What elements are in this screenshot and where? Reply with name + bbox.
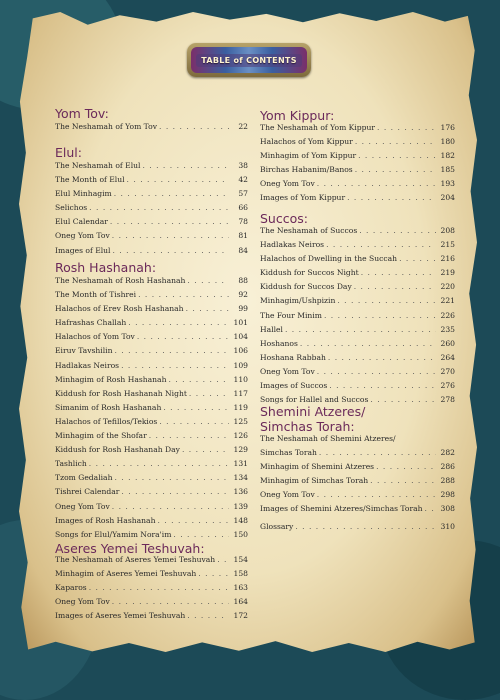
toc-entry[interactable] xyxy=(55,346,248,360)
toc-entry[interactable] xyxy=(55,122,248,136)
dot-leader xyxy=(317,490,436,499)
toc-entry-page: 81 xyxy=(238,231,248,241)
toc-entry[interactable] xyxy=(55,304,248,318)
dot-leader xyxy=(182,445,229,454)
dot-leader xyxy=(370,476,436,485)
dot-leader xyxy=(187,276,229,285)
toc-entry-page: 119 xyxy=(233,402,248,412)
toc-entry-title: Kiddush for Rosh Hashanah Night xyxy=(55,388,187,398)
toc-entry-page: 163 xyxy=(233,583,248,593)
toc-entry[interactable] xyxy=(55,445,248,459)
toc-entry-page: 78 xyxy=(238,217,248,227)
toc-entry-page: 286 xyxy=(440,462,455,472)
dot-leader xyxy=(355,165,436,174)
toc-entry[interactable] xyxy=(55,516,248,530)
toc-entry-page: 136 xyxy=(233,487,248,497)
toc-entry[interactable] xyxy=(260,367,455,381)
dot-leader xyxy=(355,137,436,146)
dot-leader xyxy=(319,448,436,457)
toc-entry[interactable] xyxy=(260,226,455,240)
banner-title: TABLE of CONTENTS xyxy=(196,54,302,67)
toc-entry-page: 154 xyxy=(233,555,248,564)
dot-leader xyxy=(112,246,229,255)
toc-entry-page: 282 xyxy=(440,448,455,458)
dot-leader xyxy=(198,569,229,578)
toc-entry-page: 278 xyxy=(440,395,455,405)
toc-entry[interactable] xyxy=(55,403,248,417)
toc-entry-title: Halachos of Tefillos/Tekios xyxy=(55,416,158,426)
section-title-shemini-atzeres: Shemini Atzeres/ xyxy=(260,404,366,419)
toc-entry-page: 88 xyxy=(238,276,248,285)
toc-entry[interactable] xyxy=(55,473,248,487)
toc-entry[interactable] xyxy=(260,268,455,282)
toc-entry-title: Hoshana Rabbah xyxy=(260,352,326,362)
dot-leader xyxy=(89,583,229,592)
dot-leader xyxy=(399,254,436,263)
toc-entry-page: 221 xyxy=(440,296,455,306)
toc-entry-title: The Neshamah of Yom Kippur xyxy=(260,123,376,132)
toc-entry-title: Images of Yom Kippur xyxy=(260,193,346,203)
toc-entry-title: Glossary xyxy=(260,522,294,531)
toc-entry[interactable] xyxy=(55,203,248,217)
toc-entry-page: 117 xyxy=(233,388,248,398)
toc-entry[interactable] xyxy=(55,276,248,290)
toc-entry[interactable] xyxy=(55,569,248,583)
toc-entry-title: Kiddush for Succos Day xyxy=(260,282,352,292)
toc-entry-title: The Month of Tishrei xyxy=(55,290,137,300)
toc-entry[interactable] xyxy=(260,381,455,395)
dot-leader xyxy=(186,304,229,313)
dot-leader xyxy=(217,555,229,564)
toc-entry-title: The Neshamah of Rosh Hashanah xyxy=(55,276,186,285)
toc-entry[interactable] xyxy=(55,175,248,189)
dot-leader xyxy=(328,353,436,362)
toc-entry[interactable] xyxy=(260,151,455,165)
toc-entry-page: 270 xyxy=(440,366,455,376)
dot-leader xyxy=(285,325,436,334)
toc-entry-page: 185 xyxy=(440,165,455,175)
toc-entry-page: 126 xyxy=(233,431,248,441)
toc-entry-title: Halachos of Yom Tov xyxy=(55,332,135,342)
toc-entry[interactable] xyxy=(260,282,455,296)
toc-entry-title: Minhagim of Rosh Hashanah xyxy=(55,374,167,384)
toc-entry-page: 131 xyxy=(233,459,248,469)
toc-entry[interactable] xyxy=(55,217,248,231)
dot-leader xyxy=(110,217,229,226)
toc-entry-title: Elul Calendar xyxy=(55,217,108,227)
toc-entry[interactable] xyxy=(260,240,455,254)
toc-entry-page: 216 xyxy=(440,254,455,264)
toc-entry-title: Kaparos xyxy=(55,583,87,593)
toc-entry-title: Minhagim of the Shofar xyxy=(55,431,147,441)
toc-entry[interactable] xyxy=(55,246,248,260)
toc-entry-title: Images of Elul xyxy=(55,245,111,255)
toc-entry-title: Minhagim of Yom Kippur xyxy=(260,151,357,161)
toc-entry-page: 298 xyxy=(440,490,455,500)
toc-entry-page: 84 xyxy=(238,245,248,255)
toc-entry-page: 129 xyxy=(233,445,248,455)
dot-leader xyxy=(142,161,229,170)
toc-entry-title: The Four Minim xyxy=(260,310,322,320)
toc-entry[interactable] xyxy=(55,502,248,516)
section-entries-yom-tov xyxy=(55,122,248,136)
toc-entry[interactable] xyxy=(55,611,248,625)
toc-entry-page: 66 xyxy=(238,203,248,213)
toc-entry[interactable] xyxy=(260,448,455,462)
toc-entry-page: 150 xyxy=(233,529,248,539)
toc-entry-page: 134 xyxy=(233,473,248,483)
dot-leader xyxy=(295,522,436,531)
dot-leader xyxy=(89,459,229,468)
toc-entry[interactable] xyxy=(260,339,455,353)
toc-entry[interactable] xyxy=(260,490,455,504)
toc-entry-title: Halachos of Erev Rosh Hashanah xyxy=(55,304,184,314)
toc-entry-page: 220 xyxy=(440,282,455,292)
toc-entry-title: Images of Rosh Hashanah xyxy=(55,515,156,525)
toc-entry-title: Oneg Yom Tov xyxy=(260,490,315,500)
toc-entry[interactable] xyxy=(55,332,248,346)
toc-entry[interactable] xyxy=(55,555,248,569)
toc-entry-title: Hadlakas Neiros xyxy=(55,360,120,370)
toc-entry[interactable] xyxy=(260,353,455,367)
toc-entry-page: 158 xyxy=(233,569,248,579)
dot-leader xyxy=(359,226,436,235)
section-title-yom-tov: Yom Tov: xyxy=(55,106,109,121)
dot-leader xyxy=(361,268,436,277)
toc-entry-page: 215 xyxy=(440,240,455,250)
dot-leader xyxy=(112,502,229,511)
toc-entry[interactable] xyxy=(260,137,455,151)
toc-entry-title: Eiruv Tavshilin xyxy=(55,346,113,356)
toc-entry-title: Minhagim of Shemini Atzeres xyxy=(260,462,375,472)
toc-entry-title: Oneg Yom Tov xyxy=(260,179,315,189)
toc-entry-page: 276 xyxy=(440,381,455,391)
section-title-aseres-yemei-teshuvah: Aseres Yemei Teshuvah: xyxy=(55,541,205,556)
toc-entry-title: Hoshanos xyxy=(260,338,298,348)
toc-entry[interactable] xyxy=(260,434,455,448)
toc-entry-page: 193 xyxy=(440,179,455,189)
toc-entry-title: Images of Succos xyxy=(260,381,328,391)
dot-leader xyxy=(159,122,229,131)
toc-entry-page: 104 xyxy=(233,332,248,342)
toc-entry-page: 310 xyxy=(440,522,455,531)
toc-entry[interactable] xyxy=(260,193,455,207)
toc-entry-title: Oneg Yom Tov xyxy=(260,366,315,376)
toc-entry-title: Oneg Yom Tov xyxy=(55,597,110,607)
toc-entry-page: 235 xyxy=(440,324,455,334)
section-title-rosh-hashanah: Rosh Hashanah: xyxy=(55,260,157,275)
dot-leader xyxy=(425,504,436,513)
toc-entry[interactable] xyxy=(260,522,455,536)
section-entries-elul xyxy=(55,161,248,260)
dot-leader xyxy=(354,282,436,291)
dot-leader xyxy=(300,339,436,348)
toc-entry-title: Hadlakas Neiros xyxy=(260,240,325,250)
dot-leader xyxy=(89,203,229,212)
toc-entry[interactable] xyxy=(55,459,248,473)
toc-entry-title: Oneg Yom Tov xyxy=(55,501,110,511)
toc-entry-page: 57 xyxy=(238,189,248,199)
toc-entry[interactable] xyxy=(260,325,455,339)
toc-entry-page: 226 xyxy=(440,310,455,320)
dot-leader xyxy=(168,375,229,384)
toc-entry-page: 260 xyxy=(440,338,455,348)
toc-entry[interactable] xyxy=(55,375,248,389)
toc-entry[interactable] xyxy=(260,254,455,268)
toc-entry[interactable] xyxy=(55,583,248,597)
toc-entry-page: 182 xyxy=(440,151,455,161)
dot-leader xyxy=(114,346,229,355)
dot-leader xyxy=(127,175,229,184)
toc-entry-title: Songs for Elul/Yamim Nora'im xyxy=(55,529,172,539)
toc-entry-page: 308 xyxy=(440,504,455,514)
toc-entry-page: 288 xyxy=(440,476,455,486)
toc-entry-page: 208 xyxy=(440,226,455,235)
toc-entry-title: Images of Aseres Yemei Teshuvah xyxy=(55,611,186,621)
toc-entry-title: Simchas Torah xyxy=(260,448,317,458)
dot-leader xyxy=(157,516,229,525)
dot-leader xyxy=(329,381,436,390)
toc-entry-title: Minhagim of Aseres Yemei Teshuvah xyxy=(55,569,197,579)
toc-entry[interactable] xyxy=(260,462,455,476)
toc-entry-title: Songs for Hallel and Succos xyxy=(260,395,369,405)
toc-entry[interactable] xyxy=(260,123,455,137)
toc-entry-title: Simanim of Rosh Hashanah xyxy=(55,402,162,412)
toc-entry[interactable] xyxy=(55,231,248,245)
toc-entry-page: 219 xyxy=(440,268,455,278)
toc-entry[interactable] xyxy=(55,389,248,403)
dot-leader xyxy=(376,462,436,471)
dot-leader xyxy=(370,395,436,404)
toc-entry[interactable] xyxy=(55,189,248,203)
toc-entry-title: Hafrashas Challah xyxy=(55,318,127,328)
toc-entry[interactable] xyxy=(55,290,248,304)
toc-entry-page: 148 xyxy=(233,515,248,525)
toc-entry-title: Tishrei Calendar xyxy=(55,487,120,497)
dot-leader xyxy=(377,123,436,132)
toc-entry-page: 38 xyxy=(238,161,248,170)
toc-entry-title: The Neshamah of Elul xyxy=(55,161,141,170)
toc-entry-title: Images of Shemini Atzeres/Simchas Torah xyxy=(260,504,423,514)
toc-entry[interactable] xyxy=(55,318,248,332)
toc-entry-title: Halachos of Yom Kippur xyxy=(260,137,353,147)
section-entries-shemini-atzeres xyxy=(260,434,455,519)
dot-leader xyxy=(159,417,229,426)
toc-entry-page: 176 xyxy=(440,123,455,132)
toc-entry-page: 204 xyxy=(440,193,455,203)
toc-entry-title: Minhagim of Simchas Torah xyxy=(260,476,369,486)
dot-leader xyxy=(112,231,229,240)
toc-entry[interactable] xyxy=(55,417,248,431)
toc-entry-page: 92 xyxy=(238,290,248,300)
dot-leader xyxy=(138,290,229,299)
toc-entry-title: Selichos xyxy=(55,203,88,213)
dot-leader xyxy=(173,530,229,539)
dot-leader xyxy=(187,611,229,620)
toc-entry-title: Kiddush for Succos Night xyxy=(260,268,359,278)
toc-entry-title: Tashlich xyxy=(55,459,87,469)
toc-entry[interactable] xyxy=(260,476,455,490)
toc-entry-page: 22 xyxy=(238,122,248,131)
toc-entry[interactable] xyxy=(260,504,455,518)
dot-leader xyxy=(128,318,229,327)
toc-entry-title: Oneg Yom Tov xyxy=(55,231,110,241)
toc-entry-title: The Neshamah of Shemini Atzeres/ xyxy=(260,434,396,443)
section-title-yom-kippur: Yom Kippur: xyxy=(260,108,335,123)
section-title-simchas-torah: Simchas Torah: xyxy=(260,419,355,434)
toc-entry[interactable] xyxy=(260,296,455,310)
toc-entry-page: 106 xyxy=(233,346,248,356)
toc-entry[interactable] xyxy=(55,431,248,445)
dot-leader xyxy=(326,240,436,249)
toc-entry-title: Elul Minhagim xyxy=(55,189,112,199)
toc-entry-title: The Neshamah of Aseres Yemei Teshuvah xyxy=(55,555,216,564)
dot-leader xyxy=(114,473,229,482)
dot-leader xyxy=(324,311,436,320)
dot-leader xyxy=(149,431,229,440)
toc-entry-title: The Neshamah of Yom Tov xyxy=(55,122,158,131)
toc-entry[interactable] xyxy=(55,161,248,175)
toc-entry-title: Hallel xyxy=(260,324,283,334)
toc-entry[interactable] xyxy=(260,311,455,325)
toc-entry-page: 180 xyxy=(440,137,455,147)
dot-leader xyxy=(114,189,229,198)
toc-entry-page: 110 xyxy=(233,374,248,384)
toc-entry[interactable] xyxy=(55,597,248,611)
dot-leader xyxy=(189,389,229,398)
dot-leader xyxy=(337,296,436,305)
toc-entry-page: 109 xyxy=(233,360,248,370)
dot-leader xyxy=(347,193,436,202)
section-title-elul: Elul: xyxy=(55,145,82,160)
toc-entry-page: 139 xyxy=(233,501,248,511)
toc-entry[interactable] xyxy=(55,487,248,501)
toc-entry-page: 99 xyxy=(238,304,248,314)
dot-leader xyxy=(137,332,229,341)
toc-entry-title: Halachos of Dwelling in the Succah xyxy=(260,254,398,264)
toc-entry[interactable] xyxy=(260,165,455,179)
table-of-contents-banner xyxy=(187,43,311,77)
toc-entry-title: Birchas Habanim/Banos xyxy=(260,165,353,175)
dot-leader xyxy=(317,179,436,188)
dot-leader xyxy=(112,597,229,606)
section-entries-aseres-yemei-teshuvah xyxy=(55,555,248,625)
toc-entry-page: 172 xyxy=(233,611,248,621)
toc-entry-title: Minhagim/Ushpizin xyxy=(260,296,336,306)
toc-entry-title: Tzom Gedaliah xyxy=(55,473,113,483)
dot-leader xyxy=(358,151,436,160)
toc-entry[interactable] xyxy=(260,179,455,193)
toc-entry-title: The Neshamah of Succos xyxy=(260,226,358,235)
dot-leader xyxy=(121,361,229,370)
toc-entry-page: 164 xyxy=(233,597,248,607)
dot-leader xyxy=(163,403,229,412)
section-entries-glossary xyxy=(260,522,455,536)
toc-entry-page: 101 xyxy=(233,318,248,328)
toc-entry-title: Kiddush for Rosh Hashanah Day xyxy=(55,445,180,455)
section-title-succos: Succos: xyxy=(260,211,308,226)
toc-entry-title: The Month of Elul xyxy=(55,175,125,185)
dot-leader xyxy=(121,487,229,496)
toc-entry-page: 42 xyxy=(238,175,248,185)
dot-leader xyxy=(317,367,436,376)
toc-entry-page: 264 xyxy=(440,352,455,362)
section-entries-succos xyxy=(260,226,455,409)
toc-entry-page: 125 xyxy=(233,416,248,426)
section-entries-yom-kippur xyxy=(260,123,455,208)
section-entries-rosh-hashanah xyxy=(55,276,248,544)
toc-entry[interactable] xyxy=(55,361,248,375)
